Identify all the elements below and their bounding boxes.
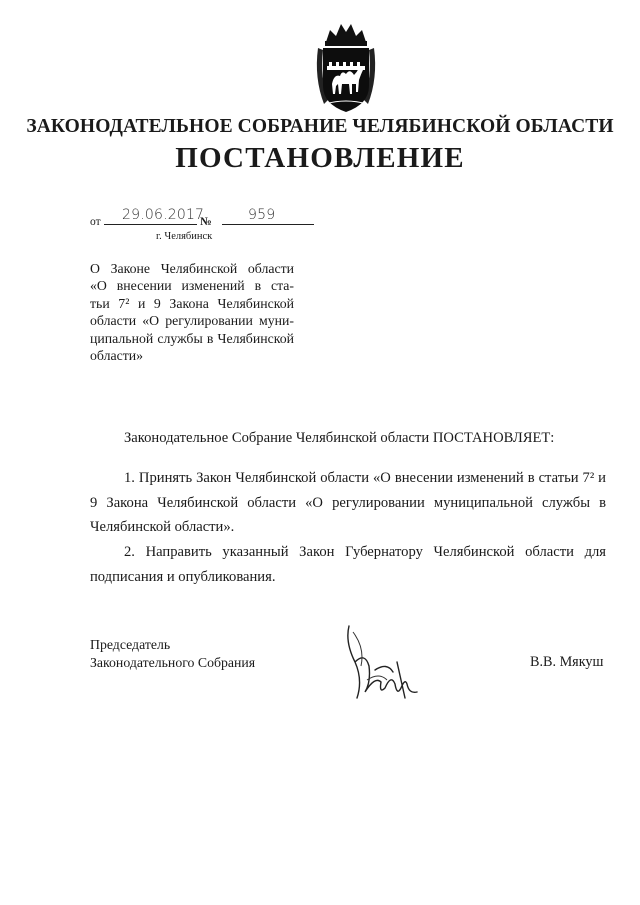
resolution-item-1: 1. Принять Закон Челябинской области «О внесении изменений в статьи 7² и 9 Закона Челябинской области «О регулировании муниципальной службы в Челябинской области». — [90, 470, 606, 536]
subject-line: области «О регулировании муни- — [90, 313, 294, 329]
subject-line: «О внесении изменений в ста- — [90, 278, 294, 294]
chelyabinsk-coat-of-arms-icon — [310, 18, 382, 118]
date-underline — [104, 224, 197, 225]
number-underline — [222, 224, 314, 225]
signer-title-line: Председатель — [90, 637, 171, 652]
document-subject — [90, 260, 294, 364]
subject-line: ципальной службы в Челябинской — [90, 330, 294, 346]
date-value: 29.06.2017 — [122, 207, 205, 223]
registration-line — [90, 204, 330, 232]
handwritten-signature-icon — [335, 622, 435, 704]
subject-line: О Законе Челябинской области — [90, 261, 294, 276]
organization-title: ЗАКОНОДАТЕЛЬНОЕ СОБРАНИЕ ЧЕЛЯБИНСКОЙ ОБЛАСТИ — [26, 116, 614, 137]
subject-line: области» — [90, 348, 144, 364]
city: г. Челябинск — [156, 231, 213, 242]
signer-title-line: Законодательного Собрания — [90, 655, 256, 670]
date-prefix: от — [90, 216, 101, 228]
subject-line: тьи 7² и 9 Закона Челябинской — [90, 295, 294, 311]
number-value: 959 — [248, 207, 276, 223]
signer-title — [90, 636, 255, 672]
resolution-intro: Законодательное Собрание Челябинской области ПОСТАНОВЛЯЕТ: — [124, 430, 555, 446]
signer-name: В.В. Мякуш — [530, 654, 604, 670]
resolution-item-2: 2. Направить указанный Закон Губернатору Челябинской области для подписания и опубликования. — [90, 544, 606, 585]
number-prefix: № — [200, 216, 212, 228]
document-type-title: ПОСТАНОВЛЕНИЕ — [175, 142, 465, 174]
